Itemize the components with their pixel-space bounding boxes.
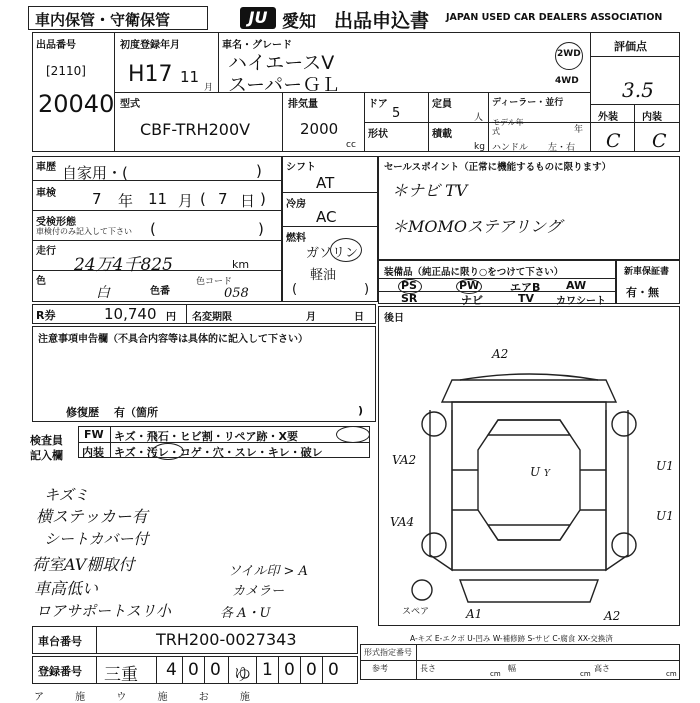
spare-tire (412, 580, 432, 600)
diagram-windshield (488, 420, 570, 435)
mark-u-center: U (530, 465, 541, 479)
equip-leather: カワシート (556, 296, 606, 307)
warranty-options: 有・無 (626, 286, 659, 299)
divider (256, 656, 257, 684)
inspection-month-unit: 月 (178, 192, 194, 210)
storage-label: 車内保管・守衛保管 (35, 11, 171, 29)
shape-label: 形状 (368, 129, 388, 140)
equip-airbag: エアB (510, 281, 541, 294)
plate-digit-2: 0 (188, 660, 199, 680)
fuel-gasoline: ガソリン (306, 246, 359, 261)
shift-value: AT (316, 174, 335, 192)
doors-label: ドア (368, 99, 388, 110)
note-right-3: 各 A・U (220, 606, 271, 621)
note-line-5: 車高低い (34, 579, 99, 598)
storage-box (28, 6, 208, 30)
divider (110, 426, 111, 458)
sales-line-1: ＊ナビ TV (392, 181, 468, 200)
diagram-body (452, 402, 606, 570)
receipt-open: ( (150, 220, 156, 238)
divider (416, 644, 417, 680)
diagram-roof (478, 420, 580, 540)
mileage-unit: km (232, 258, 250, 271)
divider (114, 92, 590, 93)
wheel-rl (422, 533, 446, 557)
warranty-label: 新車保証書 (624, 267, 670, 277)
history-value: 自家用・( (62, 164, 128, 182)
note-line-1: キズミ (44, 486, 89, 504)
dimensions-label-2: 参考 (372, 664, 388, 673)
dimensions-width: 幅 (508, 664, 516, 673)
divider (96, 626, 97, 654)
note-line-3: シートカバー付 (44, 530, 149, 548)
divider (300, 656, 301, 684)
repair-close: ) (358, 404, 364, 417)
plate-digit-5: 0 (284, 660, 295, 680)
displacement-unit: cc (346, 140, 356, 150)
interior-insp-items: キズ・汚レ・コゲ・穴・スレ・キレ・破レ (114, 446, 323, 459)
inspection-day-unit: 日 (240, 192, 256, 210)
divider (182, 656, 183, 684)
dimensions-height-unit: cm (666, 670, 677, 678)
handle-label: ハンドル (492, 143, 529, 153)
history-label: 車歴 (36, 162, 56, 173)
repair-label: 修復歴 (66, 406, 99, 419)
car-name-label: 車名・グレード (222, 40, 292, 51)
note-line-6: ロアサポートスリ小 (36, 602, 171, 620)
name-change-day: 日 (354, 312, 364, 323)
interior-label: 内装 (642, 112, 662, 123)
fuel-open: ( (292, 282, 298, 297)
diagram-legend: A-キズ E-エクボ U-凹み W-補修跡 S-サビ C-腐食 XX-交換済 (410, 634, 613, 643)
divider (590, 56, 680, 57)
car-diagram (380, 340, 678, 622)
cooling-label: 冷房 (286, 199, 306, 210)
plate-digit-6: 0 (306, 660, 317, 680)
inspection-year: 7 (92, 190, 102, 208)
mileage-label: 走行 (36, 246, 56, 257)
equip-pw: PW (459, 279, 480, 292)
inspection-day: 7 (218, 190, 228, 208)
dimensions-height: 高さ (594, 664, 610, 673)
divider (228, 656, 229, 684)
diagram-front-bumper (460, 374, 598, 380)
inspection-month: 11 (148, 190, 168, 208)
note-line-2: 横ステッカー有 (36, 507, 148, 526)
dimensions-length-unit: cm (490, 670, 501, 678)
inspection-year-unit: 年 (118, 192, 134, 210)
wheel-rr (612, 533, 636, 557)
plate-region: 三重 (104, 665, 138, 685)
drive-4wd: 4WD (555, 76, 579, 86)
registration-label: 初度登録年月 (120, 40, 180, 51)
divider (634, 104, 635, 152)
equip-aw: AW (566, 279, 587, 292)
model-code: CBF-TRH200V (140, 120, 251, 139)
doors-value: 5 (392, 106, 401, 121)
registration-year: H17 (128, 62, 173, 87)
divider (156, 656, 157, 684)
mark-va4: VA4 (390, 515, 415, 529)
note-line-4: 荷室AV棚取付 (32, 555, 135, 574)
dimensions-width-unit: cm (580, 670, 591, 678)
mark-y-center: Y (544, 469, 550, 479)
divider (282, 192, 378, 193)
lot-number: 20040 (38, 90, 115, 118)
notes-label: 注意事項申告欄（不具合内容等は具体的に記入して下さい） (38, 334, 308, 345)
recycle-label: R券 (36, 309, 56, 322)
association-en: JAPAN USED CAR DEALERS ASSOCIATION (446, 12, 663, 23)
mark-a2-top: A2 (492, 347, 509, 361)
divider (590, 104, 680, 105)
receipt-label: 受検形態 (36, 217, 76, 228)
name-change-month: 月 (306, 312, 316, 323)
cooling-value: AC (316, 208, 337, 226)
divider (360, 660, 680, 661)
spare-label: スペア (402, 607, 430, 617)
model-year-label: モデル年式 (492, 118, 524, 136)
mark-a2-bottom: A2 (604, 609, 621, 622)
plate-digit-4: 1 (262, 660, 273, 680)
evaluation-label: 評価点 (614, 40, 647, 53)
exterior-label: 外装 (598, 112, 618, 123)
repair-value: 有（箇所 (114, 406, 158, 419)
color-code-label: 色コード (196, 277, 233, 287)
inspection-open: ( (200, 190, 206, 208)
recycle-unit: 円 (166, 312, 176, 323)
displacement-value: 2000 (300, 120, 339, 138)
evaluation-score: 3.5 (622, 78, 654, 102)
chassis-label: 車台番号 (38, 635, 82, 648)
mark-u1-lower: U1 (656, 509, 674, 523)
wheel-fr (612, 412, 636, 436)
receipt-close: ) (258, 220, 264, 238)
color-value: 白 (96, 285, 110, 301)
inspection-close: ) (260, 190, 266, 208)
diagram-front-outline (442, 380, 616, 402)
recycle-value: 10,740 (104, 305, 157, 323)
name-change-label: 名変期限 (192, 312, 232, 323)
interior-insp-label: 内装 (82, 446, 104, 459)
divider (218, 32, 219, 92)
interior-circle (152, 443, 184, 460)
plate-digit-3: 0 (210, 660, 221, 680)
drive-2wd: 2WD (557, 49, 581, 59)
sales-label: セールスポイント（正常に機能するものに限ります） (384, 162, 612, 173)
lot-label: 出品番号 (36, 40, 76, 51)
color-number-label: 色番 (150, 286, 170, 297)
equip-tv: TV (518, 292, 535, 305)
chassis-value: TRH200-0027343 (156, 630, 297, 649)
logo-mark (240, 7, 276, 29)
divider (278, 656, 279, 684)
note-right-1: ソイル印 > A (228, 564, 308, 579)
equipment-label: 装備品（純正品に限り○をつけて下さい） (384, 267, 564, 278)
divider (96, 656, 97, 684)
mark-va2: VA2 (392, 453, 417, 467)
car-name: ハイエースV (228, 52, 335, 74)
registration-month: 11 (180, 68, 200, 86)
fw-items: キズ・飛石・ヒビ割・リペア跡・X要 (114, 430, 299, 443)
load-label: 積載 (432, 129, 452, 140)
interior-grade: C (652, 130, 667, 152)
mark-u1-right: U1 (656, 459, 674, 473)
association-name: 愛知 (282, 12, 316, 32)
divider (204, 656, 205, 684)
fuel-label: 燃料 (286, 233, 306, 244)
load-unit: kg (474, 142, 485, 152)
plate-label: 登録番号 (38, 665, 82, 678)
equip-sr: SR (401, 292, 418, 305)
fuel-close: ) (364, 282, 370, 297)
sales-line-2: ＊MOMOステアリング (392, 217, 562, 236)
logo-text: JU (248, 8, 268, 27)
car-grade: スーパーＧＬ (228, 74, 341, 96)
fuel-diesel: 軽油 (310, 268, 337, 283)
receipt-note: 車検付のみ記入して下さい (36, 227, 132, 236)
mileage-value: 24万4千825 (74, 255, 173, 275)
divider (186, 304, 187, 324)
fw-label: FW (84, 428, 104, 441)
dimensions-length: 長さ (420, 664, 436, 673)
history-close: ) (256, 162, 262, 180)
inspection-label: 車検 (36, 188, 56, 199)
equip-ps: PS (401, 279, 417, 292)
model-year-unit: 年 (574, 125, 584, 135)
dealer-label: ディーラー・並行 (492, 98, 564, 108)
model-label: 型式 (120, 99, 140, 110)
capacity-label: 定員 (432, 99, 452, 110)
divider (32, 240, 282, 241)
wheel-fl (422, 412, 446, 436)
divider (322, 656, 323, 684)
fw-circle (336, 426, 370, 443)
color-label: 色 (36, 276, 46, 287)
plate-kana: ゆ (234, 665, 251, 685)
diagram-rear-outline (460, 580, 598, 602)
inspector-label: 検査員 (30, 434, 63, 447)
dimensions-label-1: 形式指定番号 (364, 648, 412, 657)
plate-digit-1: 4 (166, 660, 177, 680)
divider (282, 226, 378, 227)
capacity-unit: 人 (474, 113, 484, 123)
mark-a1: A1 (466, 607, 483, 621)
note-right-2: カメラー (232, 584, 285, 599)
diagram-rear-window (488, 525, 570, 540)
plate-digit-7: 0 (328, 660, 339, 680)
handle-options: 左・右 (548, 143, 576, 153)
inspector-memo-label: 記入欄 (30, 449, 63, 462)
divider (282, 92, 283, 152)
registration-month-unit: 月 (204, 83, 214, 93)
exterior-grade: C (606, 130, 621, 152)
displacement-label: 排気量 (288, 99, 318, 110)
divider (590, 32, 591, 152)
color-code: 058 (224, 286, 249, 301)
rear-label: 後日 (384, 313, 404, 324)
form-title: 出品申込書 (334, 10, 430, 32)
equip-navi: ナビ (461, 294, 483, 307)
shift-label: シフト (286, 162, 316, 173)
footer-cut-row: ア 施 ウ 施 お 施 (34, 692, 264, 703)
lot-sub: [2110] (46, 64, 86, 78)
